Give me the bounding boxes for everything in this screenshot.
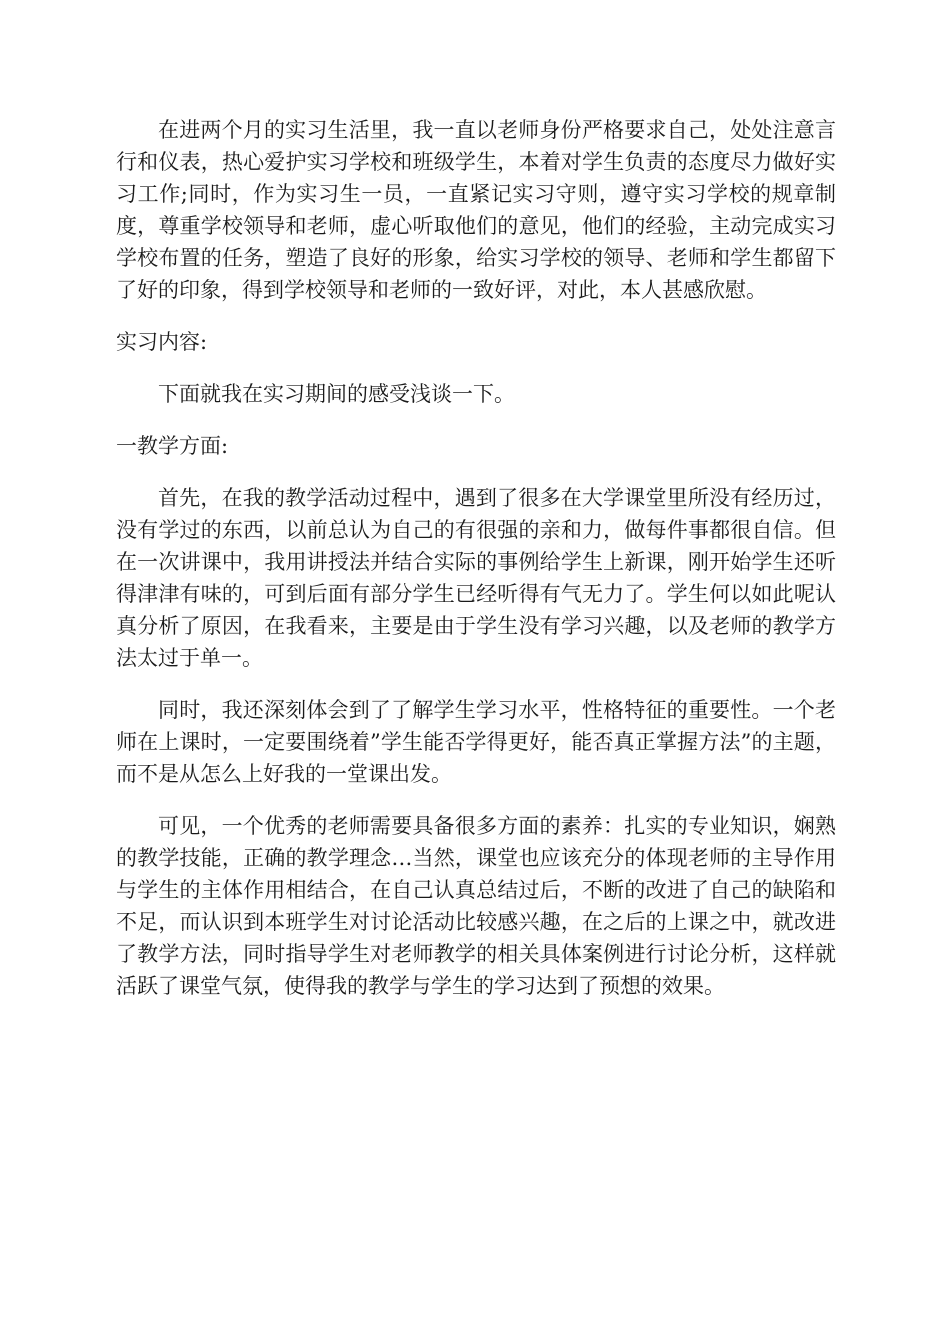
heading-teaching: 一教学方面: <box>116 434 229 458</box>
heading-internship-content: 实习内容: <box>116 330 208 354</box>
document-page <box>116 114 836 1022</box>
paragraph-second: 同时，我还深刻体会到了了解学生学习水平，性格特征的重要性。一个老师在上课时，一定要围绕着”学生能否学得更好，能否真正掌握方法”的主题，而不是从怎么上好我的一堂课出发。 <box>116 698 836 786</box>
paragraph-intro: 在进两个月的实习生活里，我一直以老师身份严格要求自己，处处注意言行和仪表，热心爱护实习学校和班级学生，本着对学生负责的态度尽力做好实习工作;同时，作为实习生一员，一直紧记实习守则，遵守实习学校的规章制度，尊重学校领导和老师，虚心听取他们的意见，他们的经验，主动完成实习学校布置的任务，塑造了良好的形象，给实习学校的领导、老师和学生都留下了好的印象，得到学校领导和老师的一致好评，对此，本人甚感欣慰。 <box>116 118 836 302</box>
paragraph-lead-in: 下面就我在实习期间的感受浅谈一下。 <box>158 382 515 406</box>
paragraph-first: 首先，在我的教学活动过程中，遇到了很多在大学课堂里所没有经历过，没有学过的东西，以前总认为自己的有很强的亲和力，做每件事都很自信。但在一次讲课中，我用讲授法并结合实际的事例给学生上新课，刚开始学生还听得津津有味的，可到后面有部分学生已经听得有气无力了。学生何以如此呢认真分析了原因，在我看来，主要是由于学生没有学习兴趣，以及老师的教学方法太过于单一。 <box>116 486 836 670</box>
paragraph-third: 可见，一个优秀的老师需要具备很多方面的素养：扎实的专业知识，娴熟的教学技能，正确的教学理念…当然，课堂也应该充分的体现老师的主导作用与学生的主体作用相结合，在自己认真总结过后，不断的改进了自己的缺陷和不足，而认识到本班学生对讨论活动比较感兴趣，在之后的上课之中，就改进了教学方法，同时指导学生对老师教学的相关具体案例进行讨论分析，这样就活跃了课堂气氛，使得我的教学与学生的学习达到了预想的效果。 <box>116 814 836 998</box>
